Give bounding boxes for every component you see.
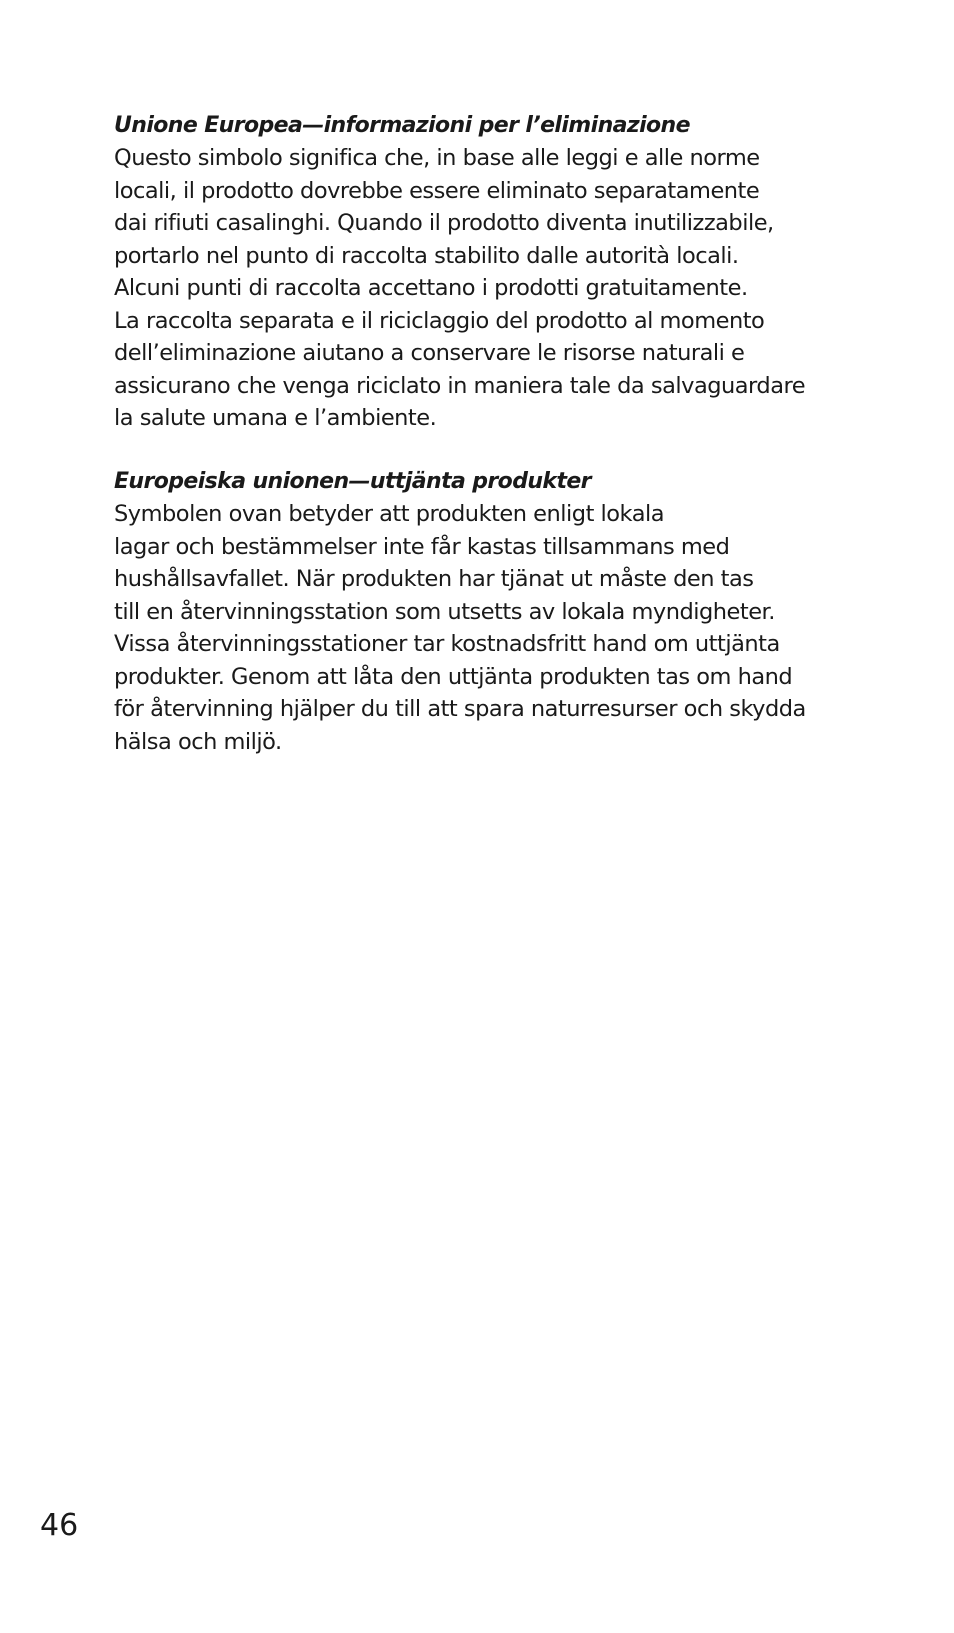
body-line: locali, il prodotto dovrebbe essere eliminato separatamente [114,177,760,204]
body-line: Alcuni punti di raccolta accettano i prodotti gratuitamente. [114,275,748,301]
body-line: lagar och bestämmelser inte får kastas tillsammans med [114,533,730,560]
page-number: 46 [40,1508,79,1543]
body-line: Symbolen ovan betyder att produkten enligt lokala [114,501,665,527]
body-line: produkter. Genom att låta den uttjänta produkten tas om hand [114,663,793,690]
body-line: för återvinning hjälper du till att spara naturresurser och skydda [114,696,806,722]
section-body [114,142,914,435]
body-line: dell’eliminazione aiutano a conservare le risorse naturali e [114,340,745,366]
section-heading: Unione Europea—informazioni per l’eliminazione [114,113,690,138]
body-line: assicurano che venga riciclato in maniera tale da salvaguardare [114,372,806,399]
body-line: hushållsavfallet. När produkten har tjänat ut måste den tas [114,566,754,592]
body-line: dai rifiuti casalinghi. Quando il prodotto diventa inutilizzabile, [114,210,774,236]
body-line: La raccolta separata e il riciclaggio del prodotto al momento [114,307,765,334]
section-eu-disposal-italian [114,110,914,435]
body-line: portarlo nel punto di raccolta stabilito dalle autorità locali. [114,242,739,269]
section-heading: Europeiska unionen—uttjänta produkter [114,469,591,494]
body-line: la salute umana e l’ambiente. [114,405,437,431]
body-line: till en återvinningsstation som utsetts av lokala myndigheter. [114,598,775,625]
section-eu-disposal-swedish [114,466,914,758]
section-body [114,498,914,758]
body-line: Vissa återvinningsstationer tar kostnadsfritt hand om uttjänta [114,631,780,657]
body-line: Questo simbolo significa che, in base alle leggi e alle norme [114,145,760,171]
body-line: hälsa och miljö. [114,728,282,755]
